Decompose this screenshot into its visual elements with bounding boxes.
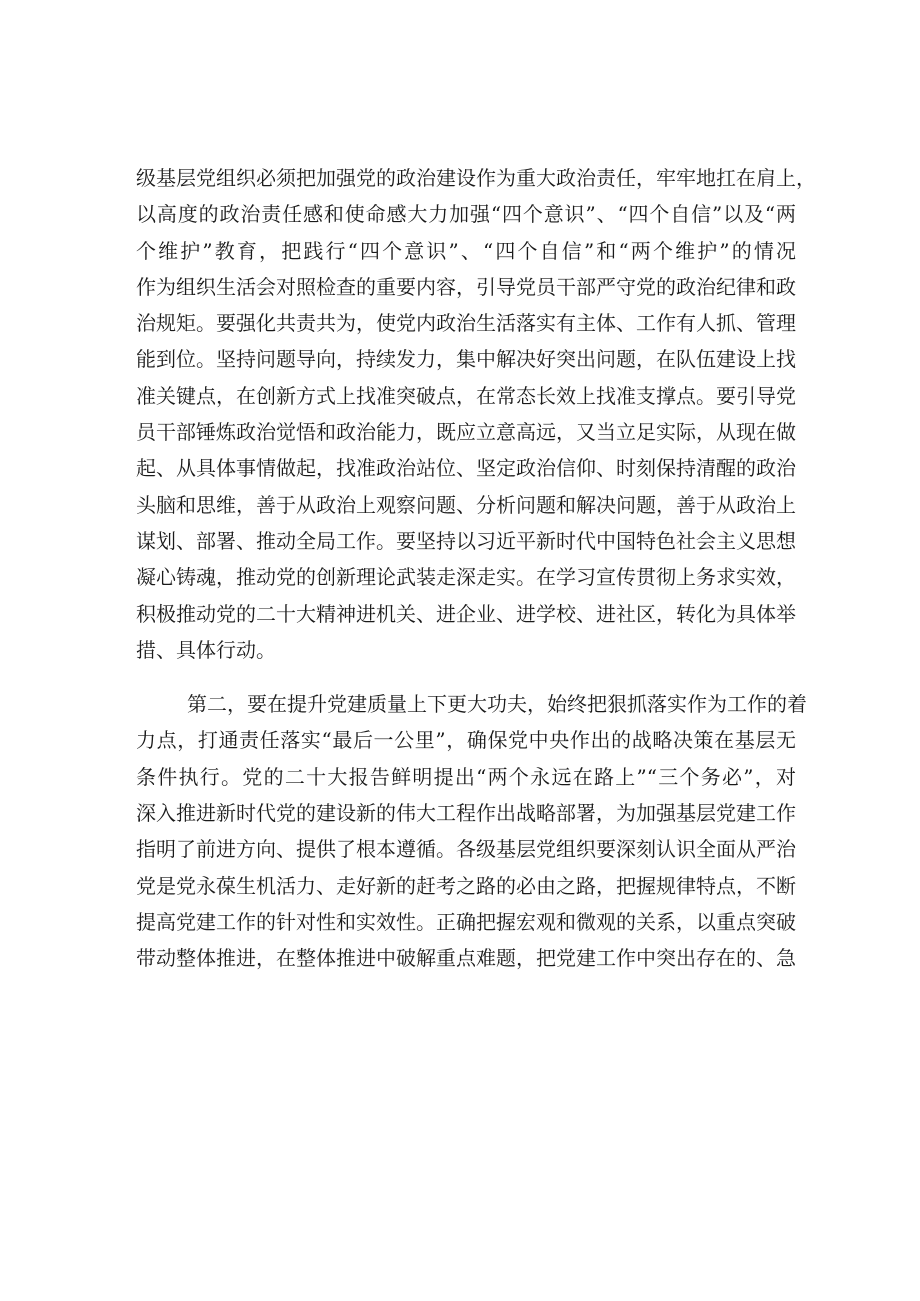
paragraph-line: 积极推动党的二十大精神进机关、进企业、进学校、进社区，转化为具体举 <box>136 601 796 626</box>
paragraph-line: 条件执行。党的二十大报告鲜明提出“两个永远在路上”“三个务必”，对 <box>136 764 796 789</box>
paragraph-line: 起、从具体事情做起，找准政治站位、坚定政治信仰、时刻保持清醒的政治 <box>136 456 796 481</box>
paragraph-line: 治规矩。要强化共责共为，使党内政治生活落实有主体、工作有人抓、管理 <box>136 311 796 336</box>
paragraph-1 <box>136 160 816 668</box>
paragraph-line: 措、具体行动。 <box>136 637 276 662</box>
paragraph-2 <box>136 686 807 976</box>
paragraph-line: 党是党永葆生机活力、走好新的赶考之路的必由之路，把握规律特点，不断 <box>136 873 796 898</box>
paragraph-line: 员干部锤炼政治觉悟和政治能力，既应立意高远，又当立足实际，从现在做 <box>136 420 796 445</box>
paragraph-line: 第二，要在提升党建质量上下更大功夫，始终把狠抓落实作为工作的着 <box>187 692 807 717</box>
paragraph-line: 带动整体推进，在整体推进中破解重点难题，把党建工作中突出存在的、急 <box>136 946 796 971</box>
paragraph-line: 指明了前进方向、提供了根本遵循。各级基层党组织要深刻认识全面从严治 <box>136 837 796 862</box>
paragraph-line: 能到位。坚持问题导向，持续发力，集中解决好突出问题，在队伍建设上找 <box>136 347 796 372</box>
paragraph-line: 以高度的政治责任感和使命感大力加强“四个意识”、“四个自信”以及“两 <box>136 202 796 227</box>
paragraph-line: 准关键点，在创新方式上找准突破点，在常态长效上找准支撑点。要引导党 <box>136 383 796 408</box>
paragraph-line: 力点，打通责任落实“最后一公里”，确保党中央作出的战略决策在基层无 <box>136 728 796 753</box>
paragraph-line: 提高党建工作的针对性和实效性。正确把握宏观和微观的关系，以重点突破 <box>136 909 796 934</box>
paragraph-line: 级基层党组织必须把加强党的政治建设作为重大政治责任，牢牢地扛在肩上， <box>136 166 816 190</box>
document-body <box>136 160 816 977</box>
paragraph-line: 谋划、部署、推动全局工作。要坚持以习近平新时代中国特色社会主义思想 <box>136 528 796 553</box>
paragraph-spacer <box>136 668 796 686</box>
paragraph-line: 深入推进新时代党的建设新的伟大工程作出战略部署，为加强基层党建工作 <box>136 801 796 826</box>
paragraph-line: 作为组织生活会对照检查的重要内容，引导党员干部严守党的政治纪律和政 <box>136 274 796 299</box>
paragraph-line: 个维护”教育，把践行“四个意识”、“四个自信”和“两个维护”的情况 <box>136 238 796 263</box>
paragraph-line: 头脑和思维，善于从政治上观察问题、分析问题和解决问题，善于从政治上 <box>136 492 796 517</box>
paragraph-line: 凝心铸魂，推动党的创新理论武装走深走实。在学习宣传贯彻上务求实效， <box>136 565 796 590</box>
